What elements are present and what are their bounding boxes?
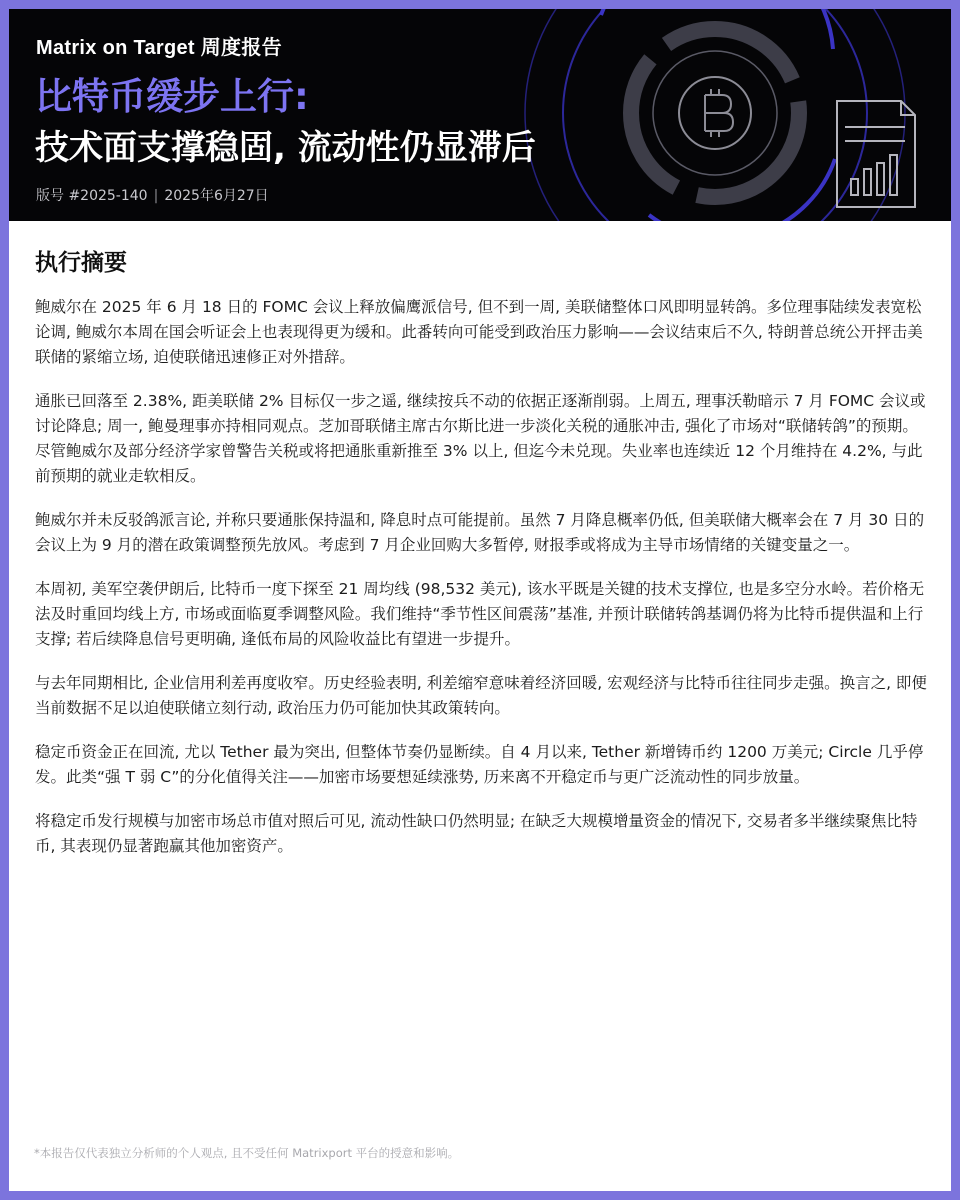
paragraph: 通胀已回落至 2.38%, 距美联储 2% 目标仅一步之遥, 继续按兵不动的依据正逐渐削弱。上周五, 理事沃勒暗示 7 月 FOMC 会议或讨论降息; 周一, 鲍曼理事亦持相同观点。芝加哥联储主席古尔斯比进一步淡化关税的通胀冲击, 强化了市场对“联储转鸽”的预期。尽管鲍威尔及部分经济学家曾警告关税或将把通胀重新推至 3% 以上, 但迄今未兑现。失业率也连续近 12 个月维持在 4.2%, 与此前预期的就业走软相反。 xyxy=(35,392,926,485)
report-date: 2025年6月27日 xyxy=(164,188,269,204)
report-chart-icon xyxy=(837,101,915,207)
paragraph: 稳定币资金正在回流, 尤以 Tether 最为突出, 但整体节奏仍显断续。自 4 月以来, Tether 新增铸币约 1200 万美元; Circle 几乎停发。此类“强 T 弱 C”的分化值得关注——加密市场要想延续涨势, 历来离不开稳定币与更广泛流动性的同步放量。 xyxy=(35,743,924,786)
meta-divider: | xyxy=(153,188,159,204)
bitcoin-icon xyxy=(705,89,733,137)
report-page xyxy=(9,9,951,1191)
paragraph: 本周初, 美军空袭伊朗后, 比特币一度下探至 21 周均线 (98,532 美元), 该水平既是关键的技术支撑位, 也是多空分水岭。若价格无法及时重回均线上方, 市场或面临夏季调整风险。我们维持“季节性区间震荡”基准, 并预计联储转鸽基调仍将为比特币提供温和上行支撑; 若后续降息信号更明确, 逢低布局的风险收益比有望进一步提升。 xyxy=(35,580,925,648)
report-meta xyxy=(36,187,269,205)
paragraph: 与去年同期相比, 企业信用利差再度收窄。历史经验表明, 利差缩窄意味着经济回暖, 宏观经济与比特币往往同步走强。换言之, 即便当前数据不足以迫使联储立刻行动, 政治压力仍可能加快其政策转向。 xyxy=(35,674,927,717)
report-header xyxy=(9,9,951,221)
section-title: 执行摘要 xyxy=(35,250,127,276)
paragraph: 鲍威尔并未反驳鸽派言论, 并称只要通胀保持温和, 降息时点可能提前。虽然 7 月降息概率仍低, 但美联储大概率会在 7 月 30 日的会议上为 9 月的潜在政策调整预先放风。考虑到 7 月企业回购大多暂停, 财报季或将成为主导市场情绪的关键变量之一。 xyxy=(35,511,925,554)
paragraph: 鲍威尔在 2025 年 6 月 18 日的 FOMC 会议上释放偏鹰派信号, 但不到一周, 美联储整体口风即明显转鸽。多位理事陆续发表宽松论调, 鲍威尔本周在国会听证会上也表现得更为缓和。此番转向可能受到政治压力影响——会议结束后不久, 特朗普总统公开抨击美联储的紧缩立场, 迫使联储迅速修正对外措辞。 xyxy=(35,298,923,366)
report-series-title: Matrix on Target 周度报告 xyxy=(36,37,282,59)
report-title-line-2: 技术面支撑稳固, 流动性仍显滞后 xyxy=(35,128,536,168)
report-title-line-1: 比特币缓步上行: xyxy=(35,75,309,118)
issue-number: 版号 #2025-140 xyxy=(36,188,148,204)
report-body xyxy=(35,247,933,878)
paragraph: 将稳定币发行规模与加密市场总市值对照后可见, 流动性缺口仍然明显; 在缺乏大规模增量资金的情况下, 交易者多半继续聚焦比特币, 其表现仍显著跑赢其他加密资产。 xyxy=(35,812,918,855)
disclaimer: *本报告仅代表独立分析师的个人观点, 且不受任何 Matrixport 平台的授意和影响。 xyxy=(34,1146,460,1160)
